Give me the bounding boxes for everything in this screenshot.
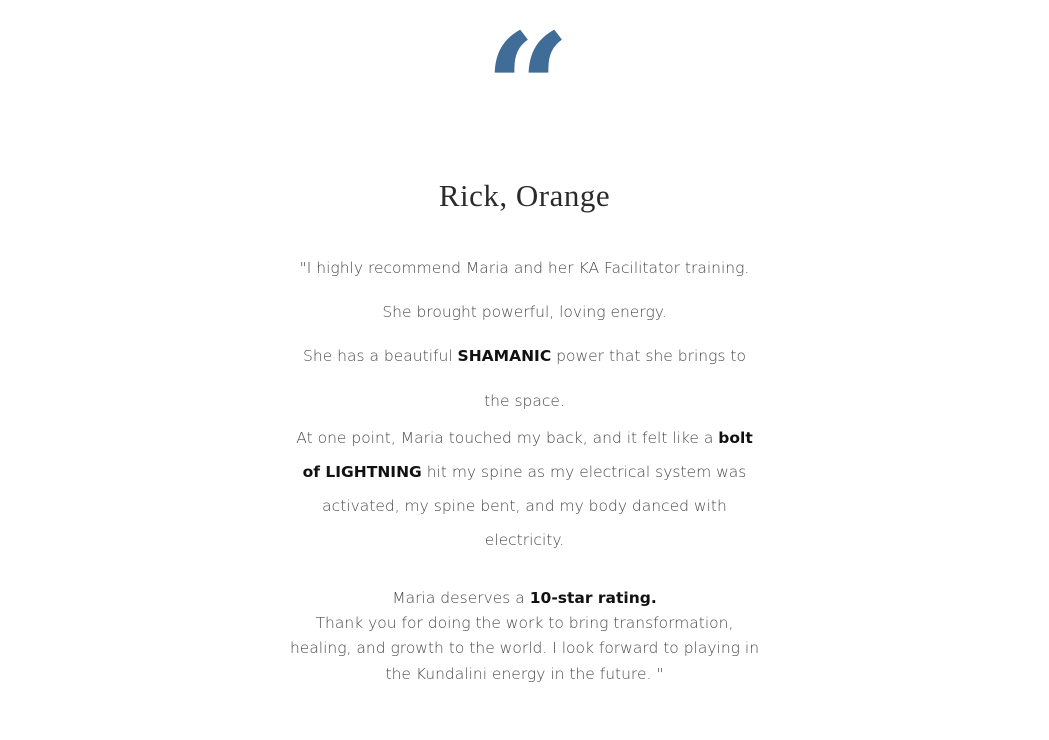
testimonial-line: healing, and growth to the world. I look forward to playing in [289, 639, 760, 657]
testimonial-line: the space. [484, 392, 565, 410]
testimonial-line: of LIGHTNING hit my spine as my electrical system was [302, 463, 747, 481]
testimonial-line: She brought powerful, loving energy. [382, 303, 667, 321]
testimonial-line: Thank you for doing the work to bring transformation, [315, 614, 734, 632]
testimonial-line: At one point, Maria touched my back, and it felt like a bolt [296, 429, 753, 447]
testimonial-line: "I highly recommend Maria and her KA Facilitator training. [299, 259, 750, 277]
testimonial-author: Rick, Orange [438, 178, 611, 213]
testimonial-line: the Kundalini energy in the future. " [385, 665, 664, 683]
testimonial-line: Maria deserves a 10-star rating. [392, 589, 657, 607]
emphasis-rating: 10-star rating. [529, 589, 657, 607]
testimonial-line: She has a beautiful SHAMANIC power that she brings to [303, 347, 746, 365]
emphasis-shamanic: SHAMANIC [457, 347, 552, 365]
emphasis-lightning: of LIGHTNING [302, 463, 422, 481]
testimonial-line: electricity. [484, 531, 565, 549]
emphasis-bolt: bolt [718, 429, 753, 447]
testimonial-line: activated, my spine bent, and my body danced with [322, 497, 727, 515]
quote-mark-icon: “ [484, 1, 565, 177]
